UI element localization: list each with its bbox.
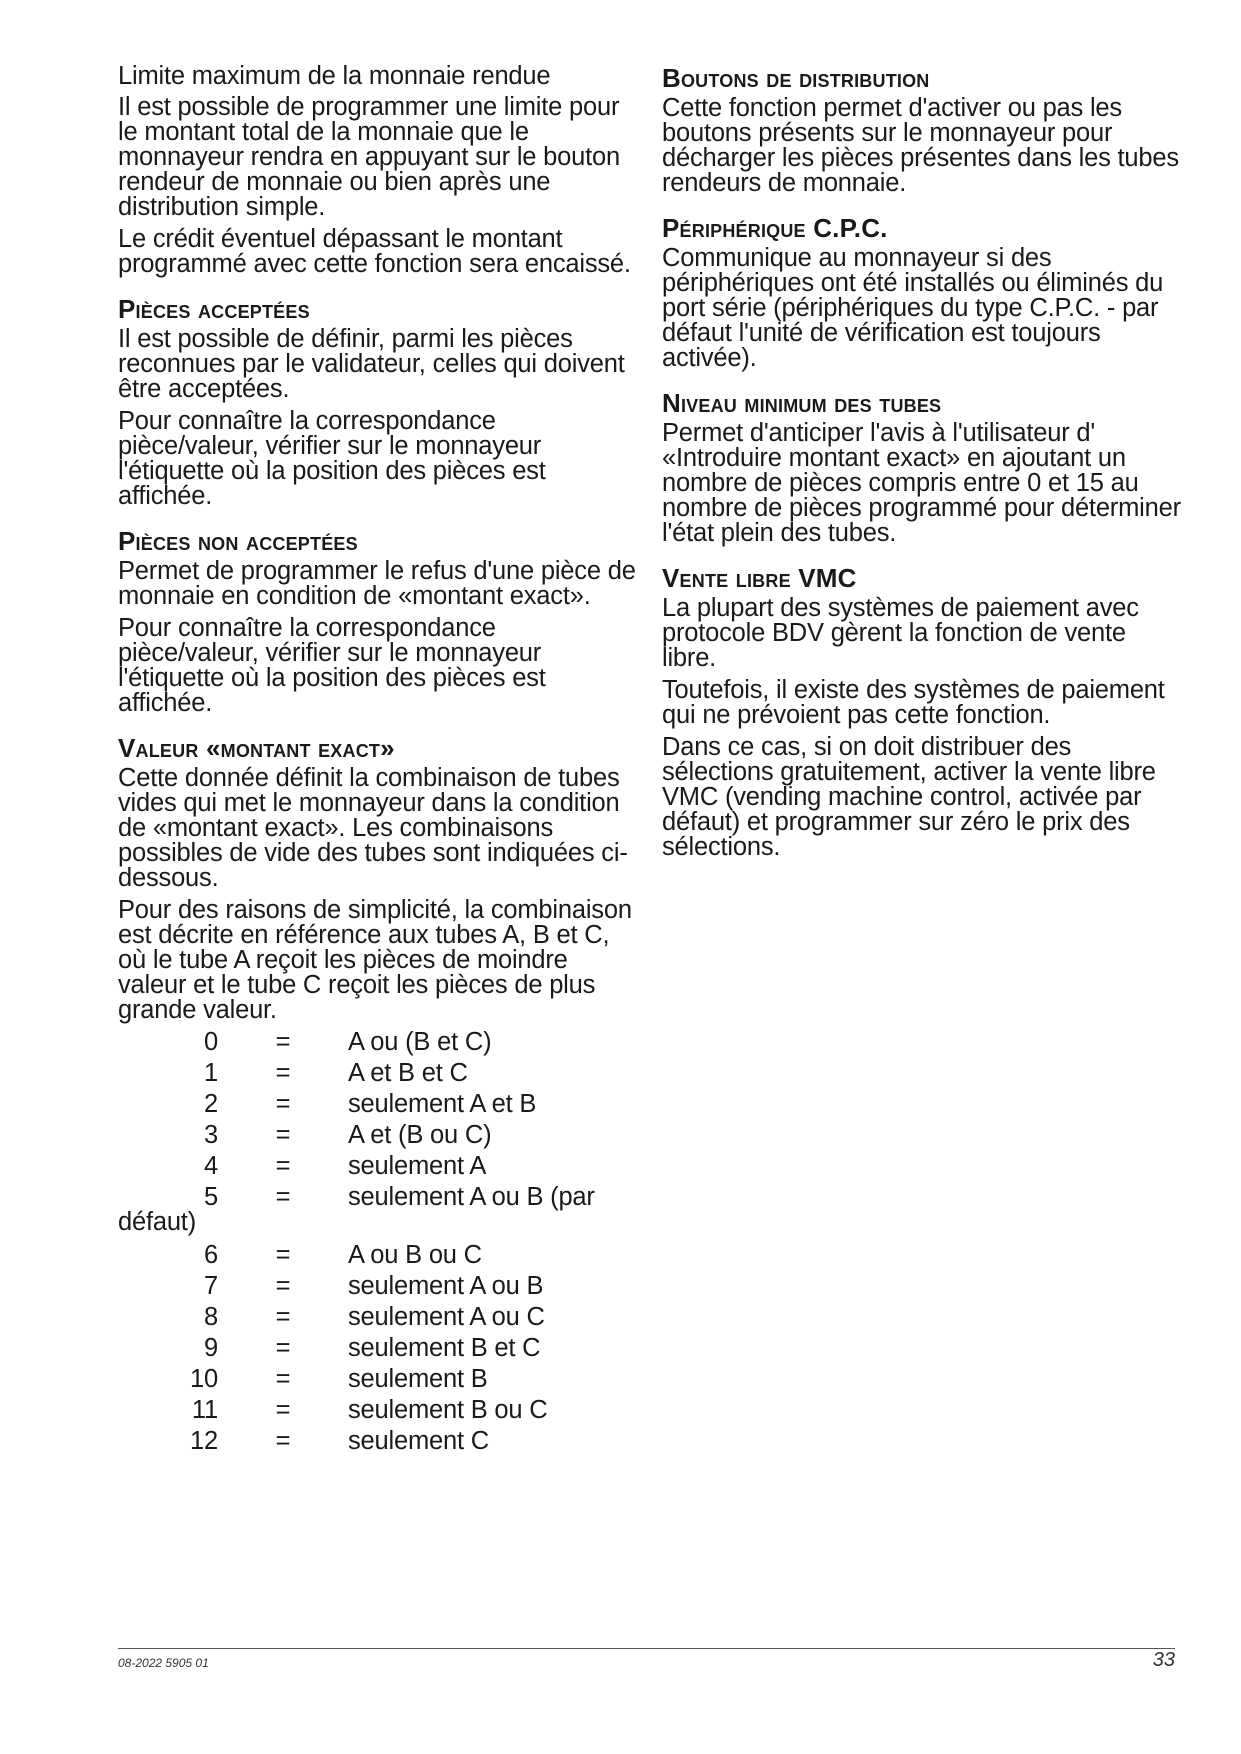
page-number: 33 — [1152, 1649, 1175, 1671]
valeur-paragraph-1: Cette donnée définit la combinaison de tubes vides qui met le monnayeur dans la condition de «montant exact». Les combinaisons possibles de vide des tubes sont indiquées ci- dessous. — [118, 764, 628, 892]
code-equals: = — [275, 1028, 291, 1056]
intro-title: Limite maximum de la monnaie rendue — [118, 62, 551, 90]
code-row — [118, 1429, 638, 1460]
code-row — [118, 1336, 638, 1367]
pieces-non-acceptees-section — [118, 527, 638, 716]
code-row — [118, 1305, 638, 1336]
intro-paragraph-1: Il est possible de programmer une limite pour le montant total de la monnaie que le monnayeur rendra en appuyant sur le bouton rendeur de monnaie ou bien après une distribution simple. — [118, 93, 620, 221]
boutons-heading: Boutons de distribution — [662, 63, 930, 93]
code-number: 10 — [190, 1365, 218, 1393]
code-row — [118, 1367, 638, 1398]
code-equals: = — [275, 1334, 291, 1362]
code-row — [118, 1274, 638, 1305]
codes-table — [118, 1030, 638, 1216]
pieces-acceptees-paragraph-2: Pour connaître la correspondance pièce/valeur, vérifier sur le monnayeur l'étiquette où la position des pièces est affichée. — [118, 407, 546, 510]
code-equals: = — [275, 1427, 291, 1455]
code-equals: = — [275, 1183, 291, 1211]
code-equals: = — [275, 1303, 291, 1331]
code-equals: = — [275, 1121, 291, 1149]
intro-paragraph-2: Le crédit éventuel dépassant le montant programmé avec cette fonction sera encaissé. — [118, 225, 631, 278]
code-equals: = — [275, 1272, 291, 1300]
left-column — [118, 64, 638, 1478]
vente-libre-paragraph-2: Toutefois, il existe des systèmes de paiement qui ne prévoient pas cette fonction. — [662, 676, 1165, 729]
peripherique-section — [662, 214, 1182, 371]
code-number: 0 — [204, 1028, 218, 1056]
code-equals: = — [275, 1365, 291, 1393]
code-value: seulement A et B — [348, 1090, 537, 1118]
code-equals: = — [275, 1090, 291, 1118]
right-column — [662, 64, 1182, 878]
pieces-acceptees-heading: Pièces acceptées — [118, 294, 310, 324]
code-value: A ou B ou C — [348, 1241, 482, 1269]
code-equals: = — [275, 1396, 291, 1424]
footer-divider — [118, 1648, 1175, 1649]
code-number: 5 — [204, 1183, 218, 1211]
code-value: seulement C — [348, 1427, 489, 1455]
codes-wrap-text: défaut) — [118, 1208, 196, 1236]
codes-table-continued — [118, 1243, 638, 1460]
pieces-acceptees-section — [118, 295, 638, 509]
pieces-non-acceptees-heading: Pièces non acceptées — [118, 526, 358, 556]
code-row — [118, 1092, 638, 1123]
code-number: 12 — [190, 1427, 218, 1455]
code-number: 11 — [191, 1396, 218, 1424]
pieces-acceptees-paragraph-1: Il est possible de définir, parmi les pièces reconnues par le validateur, celles qui doivent être acceptées. — [118, 325, 625, 403]
niveau-section — [662, 389, 1182, 546]
code-row — [118, 1123, 638, 1154]
vente-libre-heading: Vente libre VMC — [662, 563, 857, 593]
code-equals: = — [275, 1152, 291, 1180]
code-number: 2 — [204, 1090, 218, 1118]
code-row — [118, 1398, 638, 1429]
code-number: 3 — [204, 1121, 218, 1149]
code-value: seulement B — [348, 1365, 488, 1393]
code-value: seulement B et C — [348, 1334, 541, 1362]
code-number: 7 — [204, 1272, 218, 1300]
niveau-heading: Niveau minimum des tubes — [662, 388, 942, 418]
boutons-paragraph-1: Cette fonction permet d'activer ou pas les boutons présents sur le monnayeur pour décharger les pièces présentes dans les tubes rendeurs de monnaie. — [662, 94, 1179, 197]
code-value: seulement A ou B (par — [348, 1183, 595, 1211]
code-number: 1 — [204, 1059, 218, 1087]
code-value: seulement A — [348, 1152, 487, 1180]
niveau-paragraph-1: Permet d'anticiper l'avis à l'utilisateur d' «Introduire montant exact» en ajoutant un nombre de pièces compris entre 0 et 15 au nombre de pièces programmé pour déterminer l'état plein des tubes. — [662, 419, 1181, 547]
code-value: seulement A ou C — [348, 1303, 545, 1331]
peripherique-paragraph-1: Communique au monnayeur si des périphériques ont été installés ou éliminés du port série (périphériques du type C.P.C. - par défaut l'unité de vérification est toujours activée). — [662, 244, 1164, 372]
code-value: A ou (B et C) — [348, 1028, 492, 1056]
code-row — [118, 1243, 638, 1274]
valeur-paragraph-2: Pour des raisons de simplicité, la combinaison est décrite en référence aux tubes A, B et C, où le tube A reçoit les pièces de moindre valeur et le tube C reçoit les pièces de plus grande valeur. — [118, 896, 632, 1024]
code-number: 8 — [204, 1303, 218, 1331]
boutons-section — [662, 64, 1182, 196]
code-value: seulement A ou B — [348, 1272, 544, 1300]
code-equals: = — [275, 1241, 291, 1269]
code-row — [118, 1154, 638, 1185]
code-value: A et B et C — [348, 1059, 468, 1087]
code-number: 9 — [204, 1334, 218, 1362]
code-number: 4 — [204, 1152, 218, 1180]
code-row — [118, 1030, 638, 1061]
pieces-non-acceptees-paragraph-1: Permet de programmer le refus d'une pièce de monnaie en condition de «montant exact». — [118, 557, 636, 610]
valeur-montant-exact-section — [118, 734, 638, 1460]
valeur-montant-exact-heading: Valeur «montant exact» — [118, 733, 395, 763]
code-number: 6 — [204, 1241, 218, 1269]
vente-libre-section — [662, 564, 1182, 860]
intro-section — [118, 64, 638, 277]
code-value: A et (B ou C) — [348, 1121, 492, 1149]
code-equals: = — [275, 1059, 291, 1087]
vente-libre-paragraph-1: La plupart des systèmes de paiement avec protocole BDV gèrent la fonction de vente libre. — [662, 594, 1139, 672]
code-value: seulement B ou C — [348, 1396, 548, 1424]
code-row — [118, 1061, 638, 1092]
peripherique-heading: Périphérique C.P.C. — [662, 213, 888, 243]
footer-doc-code: 08-2022 5905 01 — [118, 1656, 209, 1670]
pieces-non-acceptees-paragraph-2: Pour connaître la correspondance pièce/valeur, vérifier sur le monnayeur l'étiquette où la position des pièces est affichée. — [118, 614, 546, 717]
vente-libre-paragraph-3: Dans ce cas, si on doit distribuer des sélections gratuitement, activer la vente libre VMC (vending machine control, activée par défaut) et programmer sur zéro le prix des sélections. — [662, 733, 1156, 861]
